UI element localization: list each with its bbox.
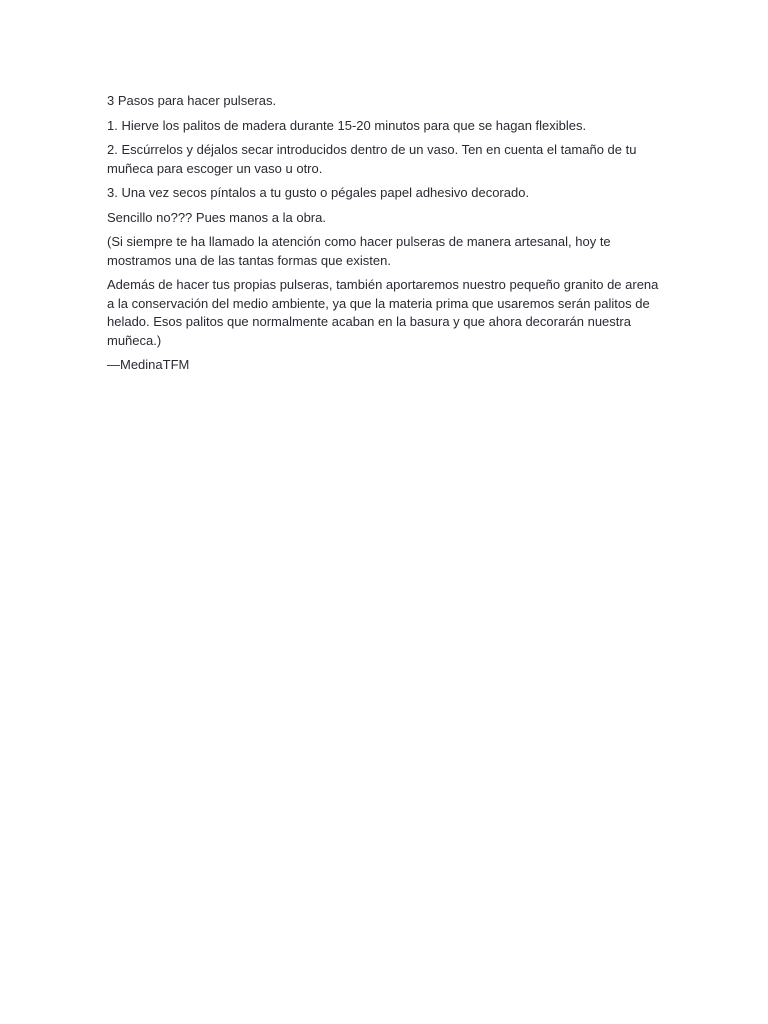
step-3-paragraph: 3. Una vez secos píntalos a tu gusto o pégales papel adhesivo decorado. [107, 185, 530, 200]
step-2-paragraph: 2. Escúrrelos y déjalos secar introducidos dentro de un vaso. Ten en cuenta el tamaño de tu muñeca para escoger un vaso u otro. [107, 142, 637, 176]
step-1-paragraph: 1. Hierve los palitos de madera durante 15-20 minutos para que se hagan flexibles. [107, 117, 587, 133]
author-signature: —MedinaTFM [107, 357, 190, 372]
intro-paragraph: (Si siempre te ha llamado la atención como hacer pulseras de manera artesanal, hoy te mostramos una de las tantas formas que existen. [107, 234, 611, 268]
closing-line: Sencillo no??? Pues manos a la obra. [107, 209, 326, 225]
document-title: 3 Pasos para hacer pulseras. [107, 93, 277, 108]
document-body [107, 92, 663, 381]
environment-paragraph: Además de hacer tus propias pulseras, también aportaremos nuestro pequeño granito de arena a la conservación del medio ambiente, ya que la materia prima que usaremos serán palitos de helado. Esos palitos que normalmente acaban en la basura y que ahora decorarán nuestra muñeca.) [107, 277, 659, 348]
